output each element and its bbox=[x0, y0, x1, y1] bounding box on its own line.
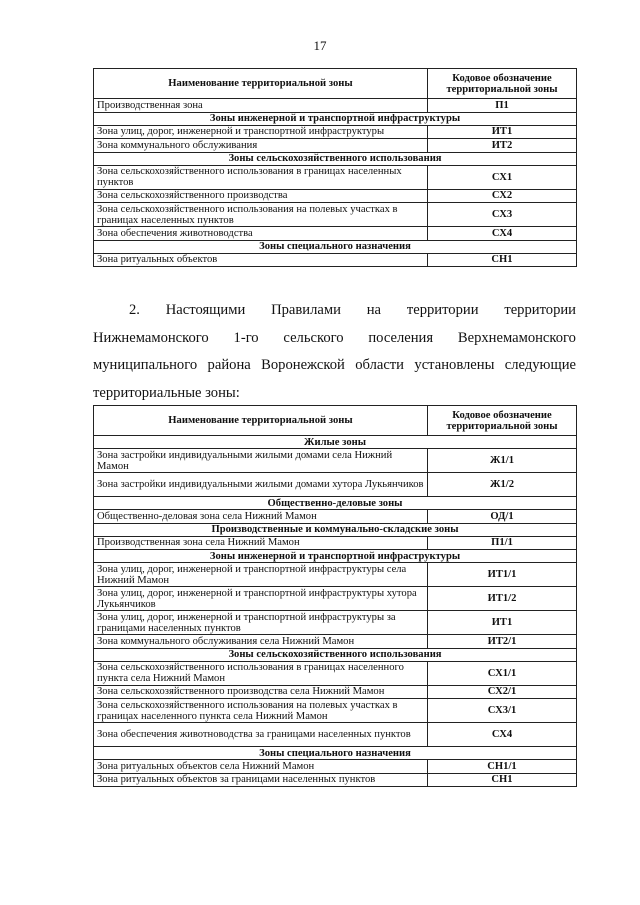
zone-name: Зона улиц, дорог, инженерной и транспортной инфраструктуры села Нижний Мамон bbox=[94, 563, 428, 587]
zones-table-1-body bbox=[94, 69, 577, 267]
zone-code: СХ1 bbox=[428, 165, 577, 189]
zone-code: СН1/1 bbox=[428, 760, 577, 774]
section-row bbox=[94, 436, 577, 449]
header-zone-code: Кодовое обозначение территориальной зоны bbox=[428, 406, 577, 436]
zone-code: СХ4 bbox=[428, 227, 577, 241]
section-row bbox=[94, 550, 577, 563]
table-row bbox=[94, 253, 577, 267]
section-row bbox=[94, 523, 577, 536]
zone-code: СХ4 bbox=[428, 723, 577, 747]
section-row bbox=[94, 240, 577, 253]
zone-name: Зона ритуальных объектов села Нижний Мамон bbox=[94, 760, 428, 774]
paragraph-word: Правилами bbox=[271, 302, 341, 318]
table-row bbox=[94, 587, 577, 611]
header-zone-name: Наименование территориальной зоны bbox=[94, 69, 428, 99]
zone-name: Зона улиц, дорог, инженерной и транспортной инфраструктуры хутора Лукьянчиков bbox=[94, 587, 428, 611]
zone-name: Производственная зона села Нижний Мамон bbox=[94, 536, 428, 550]
zone-name: Зона улиц, дорог, инженерной и транспортной инфраструктуры bbox=[94, 125, 428, 139]
zone-code: ИТ1 bbox=[428, 611, 577, 635]
table-row bbox=[94, 699, 577, 723]
zone-name: Зона ритуальных объектов bbox=[94, 253, 428, 267]
table-row bbox=[94, 227, 577, 241]
paragraph-word: поселения bbox=[368, 329, 434, 346]
paragraph-word: муниципального района Воронежской области установлены следующие bbox=[93, 357, 576, 373]
page-number: 17 bbox=[313, 38, 327, 53]
zone-code: П1 bbox=[428, 99, 577, 113]
zone-name: Общественно-деловая зона села Нижний Мамон bbox=[94, 510, 428, 524]
zone-name: Зона сельскохозяйственного использования на полевых участках в границах населенного пункта села Нижний Мамон bbox=[94, 699, 428, 723]
table-row bbox=[94, 611, 577, 635]
section-row bbox=[94, 747, 577, 760]
section-title: Зоны инженерной и транспортной инфраструктуры bbox=[94, 112, 577, 125]
table-row bbox=[94, 685, 577, 699]
table-row bbox=[94, 189, 577, 203]
zone-code: ИТ1/1 bbox=[428, 563, 577, 587]
table-row bbox=[94, 139, 577, 153]
header-zone-name: Наименование территориальной зоны bbox=[94, 406, 428, 436]
paragraph-word: территориальные зоны: bbox=[93, 384, 240, 401]
section-title: Производственные и коммунально-складские зоны bbox=[94, 523, 577, 536]
zone-name: Зона улиц, дорог, инженерной и транспортной инфраструктуры за границами населенных пунктов bbox=[94, 611, 428, 635]
paragraph-word: Верхнемамонского bbox=[457, 329, 576, 346]
zone-code: СХ3/1 bbox=[428, 699, 577, 723]
paragraph-word: сельского bbox=[283, 329, 344, 346]
section-title: Зоны сельскохозяйственного использования bbox=[94, 648, 577, 661]
paragraph-word: Нижнемамонского bbox=[93, 329, 209, 346]
table-row bbox=[94, 760, 577, 774]
section-row bbox=[94, 648, 577, 661]
table-row bbox=[94, 510, 577, 524]
table-row bbox=[94, 773, 577, 787]
zone-code: ИТ1/2 bbox=[428, 587, 577, 611]
section-title: Зоны специального назначения bbox=[94, 747, 577, 760]
table-row bbox=[94, 449, 577, 473]
section-title: Зоны инженерной и транспортной инфраструктуры bbox=[94, 550, 577, 563]
zone-code: СН1 bbox=[428, 773, 577, 787]
paragraph-line bbox=[93, 297, 576, 325]
zone-name: Зона застройки индивидуальными жилыми домами хутора Лукьянчиков bbox=[94, 473, 428, 497]
zone-code: СН1 bbox=[428, 253, 577, 267]
section-title: Зоны сельскохозяйственного использования bbox=[94, 152, 577, 165]
section-row bbox=[94, 112, 577, 125]
table-row bbox=[94, 661, 577, 685]
table-header-row bbox=[94, 69, 577, 99]
section-title: Зоны специального назначения bbox=[94, 240, 577, 253]
table-row bbox=[94, 563, 577, 587]
zone-name: Зона сельскохозяйственного использования в границах населенного пункта села Нижний Мамон bbox=[94, 661, 428, 685]
table-row bbox=[94, 165, 577, 189]
table-row bbox=[94, 536, 577, 550]
zone-name: Зона обеспечения животноводства bbox=[94, 227, 428, 241]
table-row bbox=[94, 473, 577, 497]
paragraph-word: на bbox=[366, 302, 382, 318]
section-row bbox=[94, 497, 577, 510]
zone-code: П1/1 bbox=[428, 536, 577, 550]
header-zone-code: Кодовое обозначение территориальной зоны bbox=[428, 69, 577, 99]
table-header-row bbox=[94, 406, 577, 436]
zone-name: Зона сельскохозяйственного производства села Нижний Мамон bbox=[94, 685, 428, 699]
paragraph-line bbox=[93, 352, 576, 380]
zone-name: Производственная зона bbox=[94, 99, 428, 113]
paragraph-word: 2. bbox=[129, 302, 140, 318]
zone-name: Зона коммунального обслуживания bbox=[94, 139, 428, 153]
paragraph-word: территории bbox=[504, 302, 576, 318]
section-row bbox=[94, 152, 577, 165]
zone-code: ИТ1 bbox=[428, 125, 577, 139]
zone-code: Ж1/2 bbox=[428, 473, 577, 497]
zone-name: Зона обеспечения животноводства за границами населенных пунктов bbox=[94, 723, 428, 747]
section-title: Общественно-деловые зоны bbox=[94, 497, 577, 510]
table-row bbox=[94, 99, 577, 113]
zone-code: СХ2/1 bbox=[428, 685, 577, 699]
zones-table-2 bbox=[93, 405, 577, 787]
zone-code: СХ3 bbox=[428, 203, 577, 227]
zone-name: Зона застройки индивидуальными жилыми домами села Нижний Мамон bbox=[94, 449, 428, 473]
zones-table-1 bbox=[93, 68, 577, 267]
zone-code: СХ1/1 bbox=[428, 661, 577, 685]
paragraph-word: Настоящими bbox=[165, 302, 246, 318]
zone-code: ИТ2 bbox=[428, 139, 577, 153]
table-row bbox=[94, 635, 577, 649]
zone-code: СХ2 bbox=[428, 189, 577, 203]
zone-name: Зона ритуальных объектов за границами населенных пунктов bbox=[94, 773, 428, 787]
zone-code: ИТ2/1 bbox=[428, 635, 577, 649]
table-row bbox=[94, 203, 577, 227]
zones-table-2-body bbox=[94, 406, 577, 787]
table-row bbox=[94, 723, 577, 747]
zone-name: Зона коммунального обслуживания села Нижний Мамон bbox=[94, 635, 428, 649]
zone-name: Зона сельскохозяйственного производства bbox=[94, 189, 428, 203]
section-title: Жилые зоны bbox=[94, 436, 577, 449]
paragraph-word: 1-го bbox=[233, 329, 259, 346]
paragraph-2 bbox=[93, 297, 576, 407]
paragraph-line bbox=[93, 325, 576, 353]
zone-code: ОД/1 bbox=[428, 510, 577, 524]
paragraph-line bbox=[93, 380, 576, 408]
zone-name: Зона сельскохозяйственного использования в границах населенных пунктов bbox=[94, 165, 428, 189]
paragraph-word: территории bbox=[406, 302, 479, 318]
zone-name: Зона сельскохозяйственного использования на полевых участках в границах населенных пунктов bbox=[94, 203, 428, 227]
zone-code: Ж1/1 bbox=[428, 449, 577, 473]
table-row bbox=[94, 125, 577, 139]
